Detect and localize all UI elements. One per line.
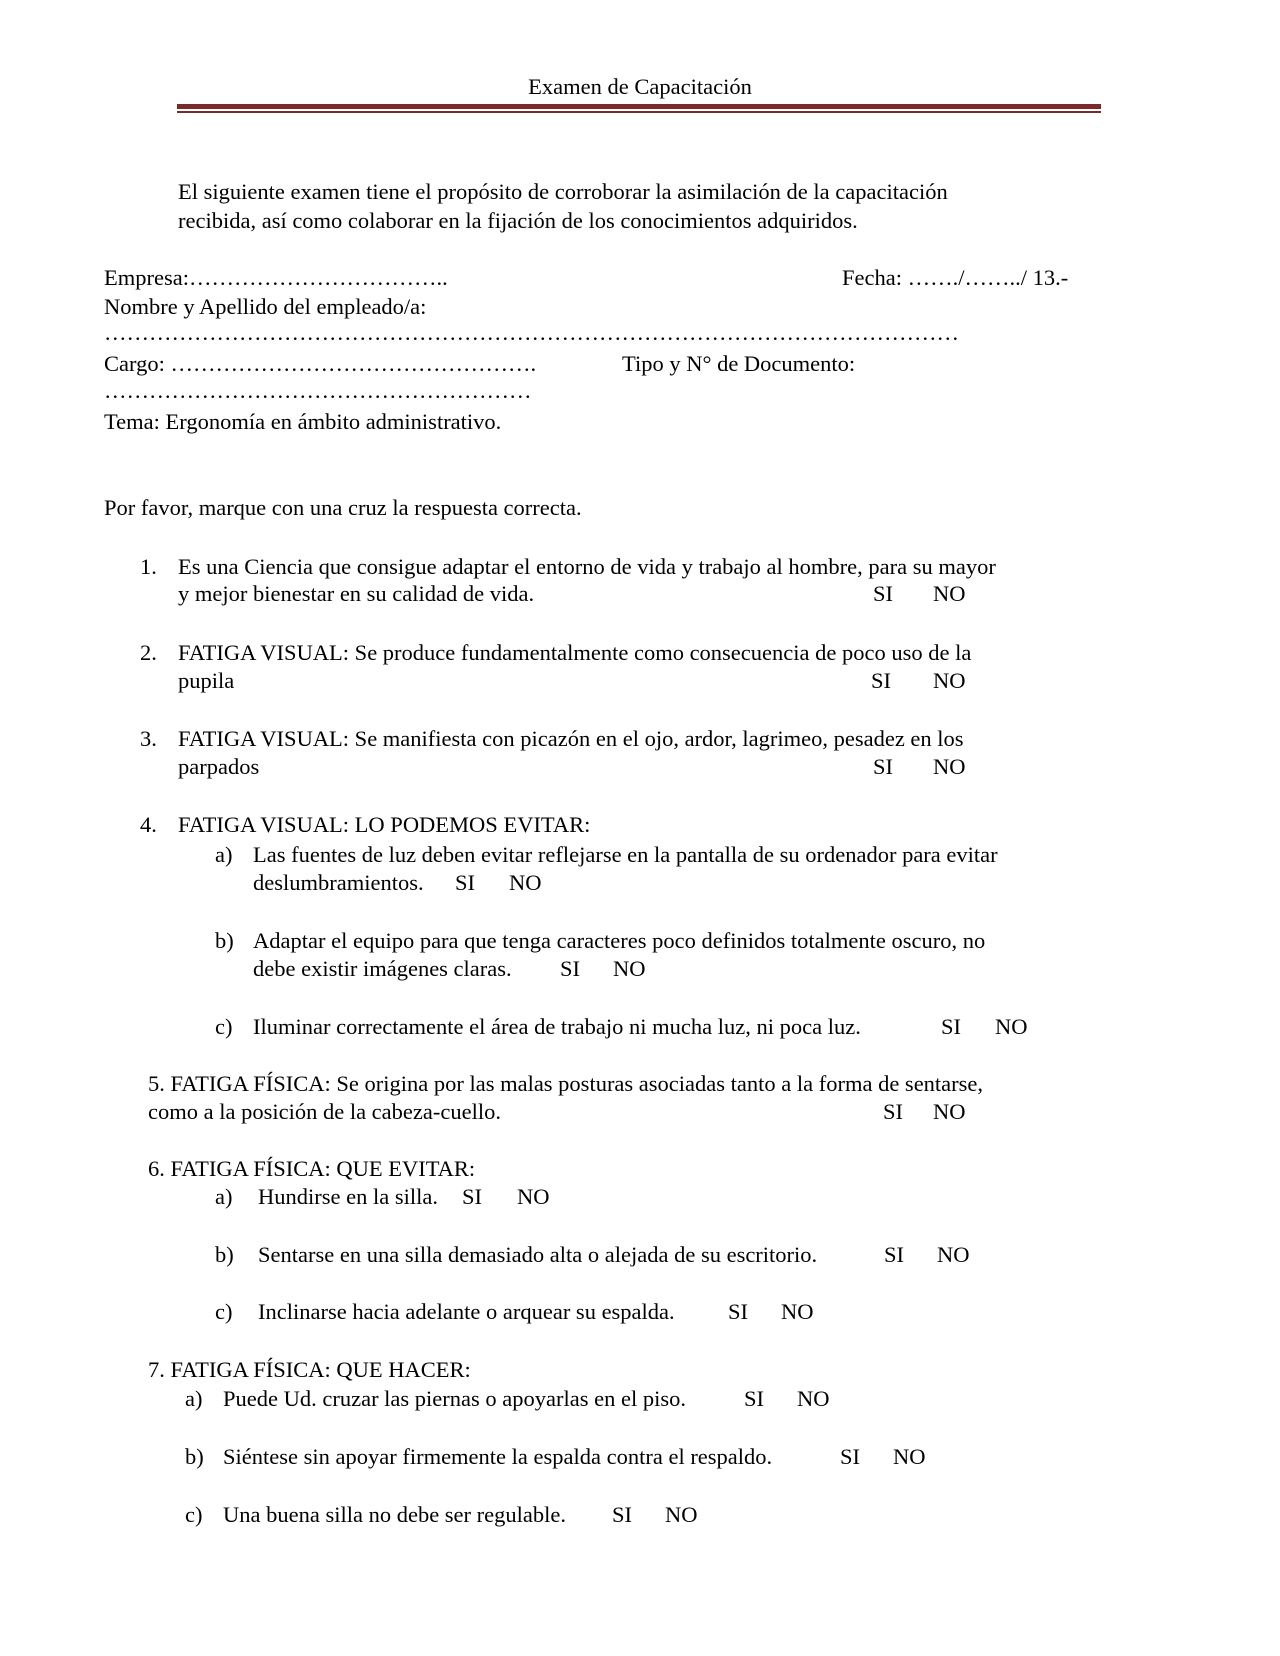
q1-line-2: y mejor bienestar en su calidad de vida. xyxy=(178,581,535,606)
q3-number: 3. xyxy=(140,726,157,751)
q6-title: 6. FATIGA FÍSICA: QUE EVITAR: xyxy=(148,1156,476,1181)
q4b-line-1: Adaptar el equipo para que tenga caracteres poco definidos totalmente oscuro, no xyxy=(253,928,986,953)
nombre-dots: …………………………………………………………………………………………………… xyxy=(104,322,959,345)
q4c-no[interactable]: NO xyxy=(995,1014,1028,1039)
q7-title: 7. FATIGA FÍSICA: QUE HACER: xyxy=(148,1357,471,1382)
intro-line-1: El siguiente examen tiene el propósito de corroborar la asimilación de la capacitación xyxy=(178,179,948,204)
q7b-no[interactable]: NO xyxy=(893,1444,926,1469)
q1-si[interactable]: SI xyxy=(873,581,894,606)
q4b-si[interactable]: SI xyxy=(560,956,581,981)
q3-line-1: FATIGA VISUAL: Se manifiesta con picazón en el ojo, ardor, lagrimeo, pesadez en los xyxy=(178,726,964,751)
q1-no[interactable]: NO xyxy=(933,581,966,606)
q4a-no[interactable]: NO xyxy=(509,870,542,895)
q2-line-1: FATIGA VISUAL: Se produce fundamentalmente como consecuencia de poco uso de la xyxy=(178,640,972,665)
q4a-line-2: deslumbramientos. xyxy=(253,870,424,895)
intro-line-2: recibida, así como colaborar en la fijación de los conocimientos adquiridos. xyxy=(178,208,858,233)
q7c-letter: c) xyxy=(185,1502,203,1527)
header-rule-thick xyxy=(177,104,1101,109)
q4a-line-1: Las fuentes de luz deben evitar reflejarse en la pantalla de su ordenador para evitar xyxy=(253,842,998,867)
q4-number: 4. xyxy=(140,812,157,837)
q1-number: 1. xyxy=(140,554,157,579)
q3-line-2: parpados xyxy=(178,754,260,779)
q6b-no[interactable]: NO xyxy=(937,1242,970,1267)
q4b-letter: b) xyxy=(215,928,234,953)
nombre-label: Nombre y Apellido del empleado/a: xyxy=(104,294,427,319)
q4a-letter: a) xyxy=(215,842,233,867)
q7a-letter: a) xyxy=(185,1386,203,1411)
q2-number: 2. xyxy=(140,640,157,665)
q6c-letter: c) xyxy=(215,1299,233,1324)
q3-si[interactable]: SI xyxy=(873,754,894,779)
q7b-si[interactable]: SI xyxy=(840,1444,861,1469)
q6a-text: Hundirse en la silla. xyxy=(258,1184,438,1209)
q1-line-1: Es una Ciencia que consigue adaptar el entorno de vida y trabajo al hombre, para su mayor xyxy=(178,554,996,579)
q7b-letter: b) xyxy=(185,1444,204,1469)
tema-field: Tema: Ergonomía en ámbito administrativo. xyxy=(104,409,502,434)
q4a-si[interactable]: SI xyxy=(455,870,476,895)
q5-si[interactable]: SI xyxy=(883,1099,904,1124)
q2-no[interactable]: NO xyxy=(933,668,966,693)
q6b-text: Sentarse en una silla demasiado alta o alejada de su escritorio. xyxy=(258,1242,818,1267)
q5-no[interactable]: NO xyxy=(933,1099,966,1124)
q6c-si[interactable]: SI xyxy=(728,1299,749,1324)
q7c-no[interactable]: NO xyxy=(665,1502,698,1527)
q3-no[interactable]: NO xyxy=(933,754,966,779)
fecha-field: Fecha: ……./……../ 13.- xyxy=(842,265,1069,290)
q5-line-1: 5. FATIGA FÍSICA: Se origina por las malas posturas asociadas tanto a la forma de sentarse, xyxy=(148,1071,984,1096)
page-title: Examen de Capacitación xyxy=(528,74,752,99)
cargo-field: Cargo: …………………………………………. xyxy=(104,351,537,376)
documento-dots: ………………………………………………… xyxy=(104,380,532,403)
q2-line-2: pupila xyxy=(178,668,235,693)
q6b-si[interactable]: SI xyxy=(884,1242,905,1267)
q6a-si[interactable]: SI xyxy=(462,1184,483,1209)
q7a-text: Puede Ud. cruzar las piernas o apoyarlas en el piso. xyxy=(223,1386,686,1411)
q4-title: FATIGA VISUAL: LO PODEMOS EVITAR: xyxy=(178,812,591,837)
q4b-no[interactable]: NO xyxy=(613,956,646,981)
q6b-letter: b) xyxy=(215,1242,234,1267)
empresa-field: Empresa:…………………………….. xyxy=(104,265,448,290)
q4c-text: Iluminar correctamente el área de trabajo ni mucha luz, ni poca luz. xyxy=(253,1014,861,1039)
q5-line-2: como a la posición de la cabeza-cuello. xyxy=(148,1099,501,1124)
q4c-letter: c) xyxy=(215,1014,233,1039)
instructions: Por favor, marque con una cruz la respuesta correcta. xyxy=(104,495,582,520)
q6a-no[interactable]: NO xyxy=(517,1184,550,1209)
q7c-text: Una buena silla no debe ser regulable. xyxy=(223,1502,566,1527)
header-rule-thin xyxy=(177,111,1101,113)
q4c-si[interactable]: SI xyxy=(941,1014,962,1039)
q6c-no[interactable]: NO xyxy=(781,1299,814,1324)
q7a-si[interactable]: SI xyxy=(744,1386,765,1411)
q2-si[interactable]: SI xyxy=(871,668,892,693)
q4b-line-2: debe existir imágenes claras. xyxy=(253,956,512,981)
documento-label: Tipo y N° de Documento: xyxy=(622,351,856,376)
q7c-si[interactable]: SI xyxy=(612,1502,633,1527)
q6c-text: Inclinarse hacia adelante o arquear su espalda. xyxy=(258,1299,675,1324)
q7b-text: Siéntese sin apoyar firmemente la espalda contra el respaldo. xyxy=(223,1444,773,1469)
q7a-no[interactable]: NO xyxy=(797,1386,830,1411)
q6a-letter: a) xyxy=(215,1184,233,1209)
